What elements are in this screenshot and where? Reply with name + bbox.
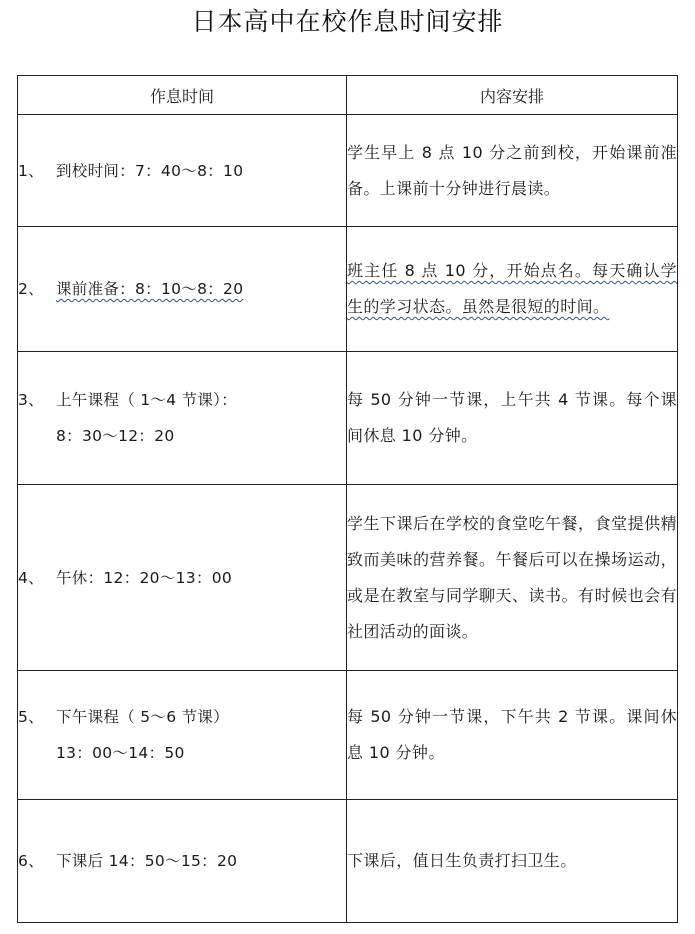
time-text: 午休：12：20～13：00: [56, 568, 233, 587]
time-cell: [18, 671, 347, 800]
content-cell: 学生下课后在学校的食堂吃午餐，食堂提供精致而美味的营养餐。午餐后可以在操场运动，或是在教室与同学聊天、读书。有时候也会有社团活动的面谈。: [347, 485, 678, 671]
table-header-row: [18, 76, 678, 115]
table-row: [18, 485, 678, 671]
time-text: 课前准备：8：10～8：20: [56, 280, 244, 298]
header-content: 内容安排: [347, 76, 678, 115]
table-row: [18, 115, 678, 227]
row-index: 6、: [18, 852, 44, 870]
row-index: 1、: [18, 161, 44, 180]
time-cell: [18, 352, 347, 485]
row-index: 2、: [18, 280, 44, 298]
table-row: [18, 227, 678, 352]
time-text: 8：30～12：20: [56, 427, 175, 445]
row-index: 4、: [18, 568, 44, 587]
table-row: [18, 671, 678, 800]
content-cell: 下课后，值日生负责打扫卫生。: [347, 800, 678, 923]
time-text: 上午课程（ 1～4 节课）：: [56, 391, 238, 409]
content-cell: 每 50 分钟一节课，下午共 2 节课。课间休息 10 分钟。: [347, 671, 678, 800]
time-cell: [18, 227, 347, 352]
time-text: 下课后 14：50～15：20: [56, 852, 238, 870]
content-cell: 学生早上 8 点 10 分之前到校，开始课前准备。上课前十分钟进行晨读。: [347, 115, 678, 227]
content-text: 班主任 8 点 10 分，开始点名。每天确认学生的学习状态。虽然是很短的时间。: [347, 261, 677, 316]
table-row: [18, 352, 678, 485]
document-title: 日本高中在校作息时间安排: [191, 7, 504, 36]
schedule-table: [17, 75, 678, 923]
content-cell: 每 50 分钟一节课，上午共 4 节课。每个课间休息 10 分钟。: [347, 352, 678, 485]
time-cell: [18, 800, 347, 923]
table-row: [18, 800, 678, 923]
content-cell: [347, 227, 678, 352]
time-text: 下午课程（ 5～6 节课）: [56, 708, 229, 726]
row-index: 5、: [18, 708, 44, 726]
time-text: 13：00～14：50: [56, 744, 185, 762]
header-time: 作息时间: [18, 76, 347, 115]
row-index: 3、: [18, 391, 44, 409]
time-cell: [18, 485, 347, 671]
time-text: 到校时间：7：40～8：10: [56, 161, 244, 180]
time-cell: [18, 115, 347, 227]
